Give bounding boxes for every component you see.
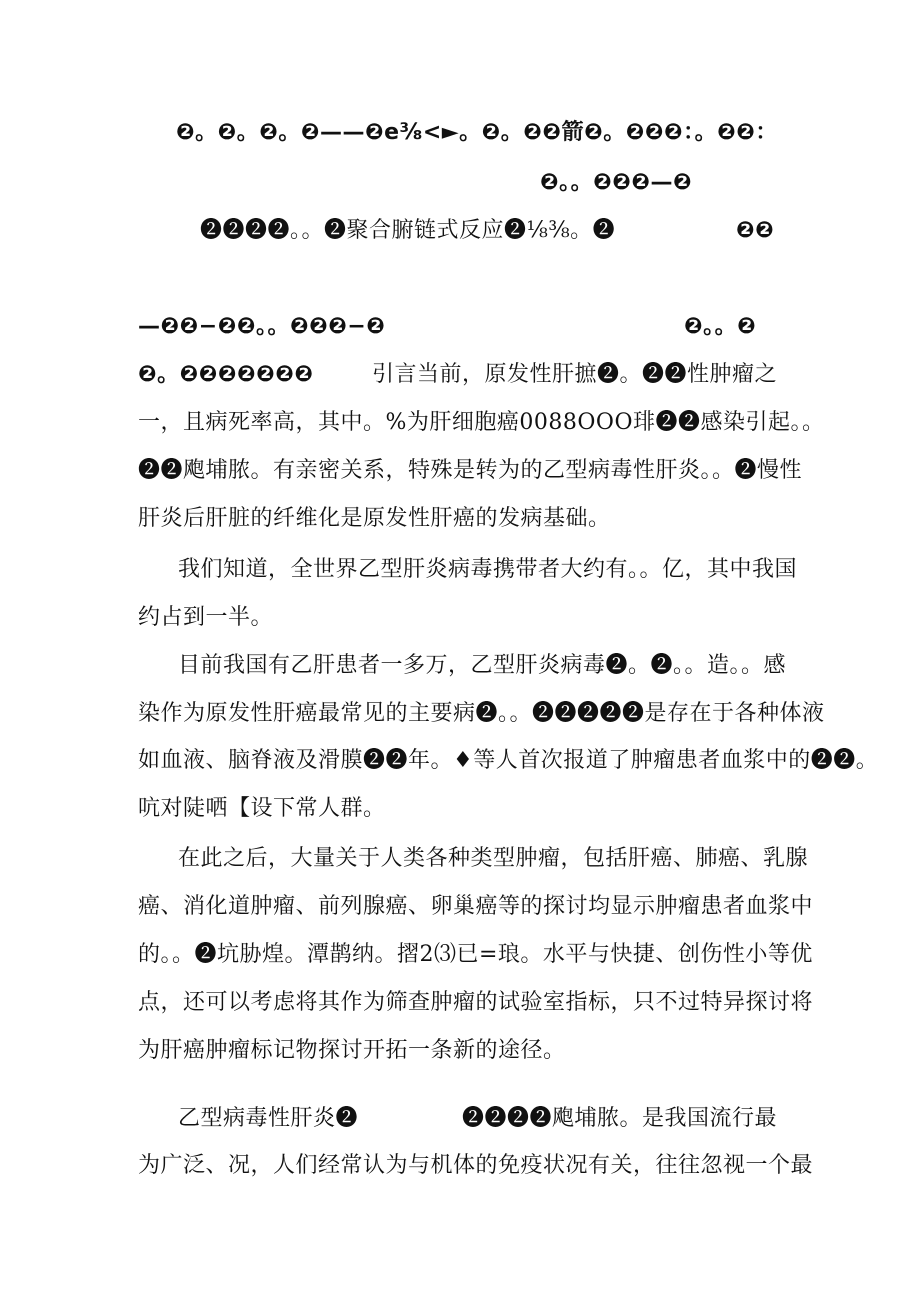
paragraph-4-line-2: 癌、消化道肿瘤、前列腺癌、卵巢癌等的探讨均显示肿瘤患者血浆中 xyxy=(138,894,814,919)
paragraph-3-line-2: 染作为原发性肝癌最常见的主要病❷。。❷❷❷❷❷是存在于各种体液 xyxy=(138,701,825,726)
paragraph-5-line-2: 为广泛、况，人们经常认为与机体的免疫状况有关，往往忽视一个最 xyxy=(138,1153,814,1178)
paragraph-1-line-1: 引言当前，原发性肝摭❷。❷❷性肿瘤之 xyxy=(372,362,778,387)
paragraph-3-line-3: 如血液、脑脊液及滑膜❷❷年。♦等人首次报道了肿瘤患者血浆中的❷❷。 xyxy=(138,748,879,773)
heading-line-5: ❷。❷❷❷❷❷❷❷ xyxy=(138,362,314,387)
heading-line-3-right: ❷❷ xyxy=(736,218,775,243)
paragraph-5-line-1-right: ❷❷❷❷飑埔脓。是我国流行最 xyxy=(462,1106,778,1131)
paragraph-2-line-1: 我们知道，全世界乙型肝炎病毒携带者大约有。。亿，其中我国 xyxy=(178,557,798,582)
paragraph-1-line-4: 肝炎后肝脏的纤维化是原发性肝癌的发病基础。 xyxy=(138,506,611,531)
paragraph-3-line-4: 吭对陡哂【设下常人群。 xyxy=(138,796,386,821)
paragraph-4-line-1: 在此之后，大量关于人类各种类型肿瘤，包括肝癌、肺癌、乳腺 xyxy=(178,846,809,871)
heading-line-1: ❷。❷。❷。❷——❷e⅜<►。❷。❷❷箭❷。❷❷❷：。❷❷： xyxy=(176,120,778,145)
paragraph-4-line-4: 点，还可以考虑将其作为筛查肿瘤的试验室指标，只不过特异探讨将 xyxy=(138,990,814,1015)
heading-line-4: —❷❷−❷❷。。❷❷❷−❷ xyxy=(138,314,386,339)
paragraph-4-line-3: 的。。❷坑胁煌。潭鹊纳。摺2⑶已=琅。水平与快捷、创伤性小等优 xyxy=(138,942,813,967)
heading-line-4-right: ❷。。❷ xyxy=(684,314,757,339)
paragraph-2-line-2: 约占到一半。 xyxy=(138,605,274,630)
paragraph-1-line-2: 一，且病死率高，其中。%为肝细胞癌0088OOO琲❷❷感染引起。。 xyxy=(138,410,825,435)
paragraph-4-line-5: 为肝癌肿瘤标记物探讨开拓一条新的途径。 xyxy=(138,1038,566,1063)
heading-line-3: ❷❷❷❷。。❷聚合腑链式反应❷⅛⅜。❷ xyxy=(200,218,616,243)
heading-line-2: ❷。。❷❷❷—❷ xyxy=(540,170,693,195)
paragraph-3-line-1: 目前我国有乙肝患者一多万，乙型肝炎病毒❷。❷。。造。。感 xyxy=(178,653,787,678)
paragraph-5-line-1: 乙型病毒性肝炎❷ xyxy=(178,1106,359,1131)
paragraph-1-line-3: ❷❷飑埔脓。有亲密关系，特殊是转为的乙型病毒性肝炎。。❷慢性 xyxy=(138,458,803,483)
